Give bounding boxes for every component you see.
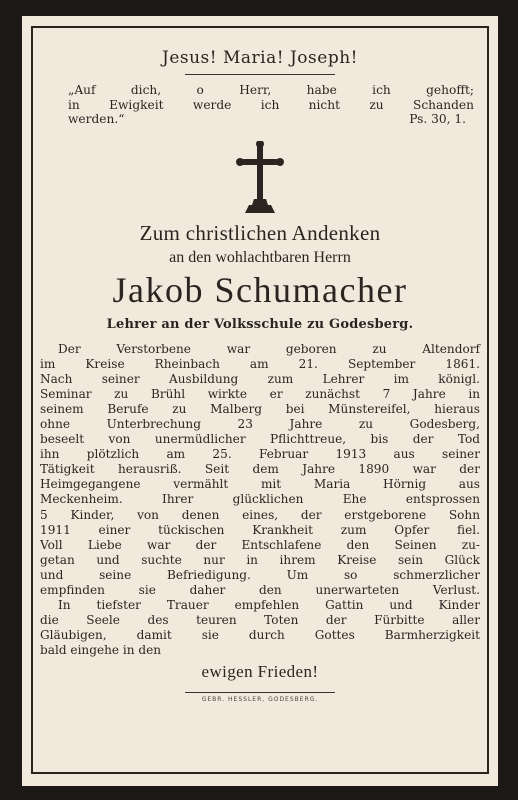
verse-last-line bbox=[68, 112, 474, 127]
bio-line: Heimgegangene vermählt mit Maria Hörnig aus bbox=[40, 477, 480, 492]
printer-imprint: GEBR. HESSLER, GODESBERG. bbox=[201, 696, 319, 704]
verse-reference: Ps. 30, 1. bbox=[409, 112, 466, 126]
bio-line: Tätigkeit herausriß. Seit dem Jahre 1890 war der bbox=[40, 462, 480, 477]
bio-line: Meckenheim. Ihrer glücklichen Ehe entsprossen bbox=[40, 492, 480, 507]
heading-remembrance: Zum christlichen Andenken bbox=[139, 220, 381, 245]
deceased-name: Jakob Schumacher bbox=[112, 269, 408, 310]
bio-line: Seminar zu Brühl wirkte er zunächst 7 Jahre in bbox=[40, 386, 480, 401]
verse-line: in Ewigkeit werde ich nicht zu Schanden bbox=[68, 97, 474, 112]
closing-line: ewigen Frieden! bbox=[201, 662, 319, 682]
bio-line: In tiefster Trauer empfehlen Gattin und Kinder bbox=[58, 598, 480, 613]
profession: Lehrer an der Volksschule zu Godesberg. bbox=[106, 316, 414, 332]
bio-line: ohne Unterbrechung 23 Jahre zu Godesberg, bbox=[40, 416, 480, 431]
biography bbox=[40, 342, 480, 659]
bio-line: seinem Berufe zu Malberg bei Münstereifel, hieraus bbox=[40, 401, 480, 416]
card-paper bbox=[22, 16, 498, 786]
bio-line: beseelt von unermüdlicher Pflichttreue, bis der Tod bbox=[40, 432, 480, 447]
cross-icon bbox=[235, 141, 285, 215]
card-content bbox=[40, 48, 480, 703]
bio-line: bald eingehe in den bbox=[40, 643, 162, 658]
bio-line: Gläubigen, damit sie durch Gottes Barmherzigkeit bbox=[40, 628, 480, 643]
psalm-verse bbox=[68, 83, 474, 127]
bio-line: 5 Kinder, von denen eines, der erstgeborene Sohn bbox=[40, 507, 480, 522]
bio-line: empfinden sie daher den unerwarteten Verlust. bbox=[40, 583, 480, 597]
printer-rule bbox=[185, 692, 335, 693]
bio-line: ihn plötzlich am 25. Februar 1913 aus seiner bbox=[40, 447, 480, 462]
bio-line: getan und suchte nur in ihrem Kreise sein Glück bbox=[40, 552, 480, 567]
bio-line: und seine Befriedigung. Um so schmerzlicher bbox=[40, 567, 480, 582]
invocation: Jesus! Maria! Joseph! bbox=[162, 48, 358, 68]
bio-line: Nach seiner Ausbildung zum Lehrer im königl. bbox=[40, 371, 480, 386]
invocation-underline bbox=[185, 74, 335, 75]
bio-line: die Seele des teuren Toten der Fürbitte aller bbox=[40, 613, 480, 628]
verse-line: werden.“ bbox=[68, 112, 125, 126]
bio-line: Voll Liebe war der Entschlafene den Seinen zu- bbox=[40, 537, 480, 552]
verse-line: „Auf dich, o Herr, habe ich gehofft; bbox=[68, 83, 474, 97]
bio-line: im Kreise Rheinbach am 21. September 1861. bbox=[40, 356, 480, 371]
bio-line: 1911 einer tückischen Krankheit zum Opfer fiel. bbox=[40, 522, 480, 537]
bio-line: Der Verstorbene war geboren zu Altendorf bbox=[58, 341, 480, 356]
heading-dedication: an den wohlachtbaren Herrn bbox=[169, 248, 351, 266]
